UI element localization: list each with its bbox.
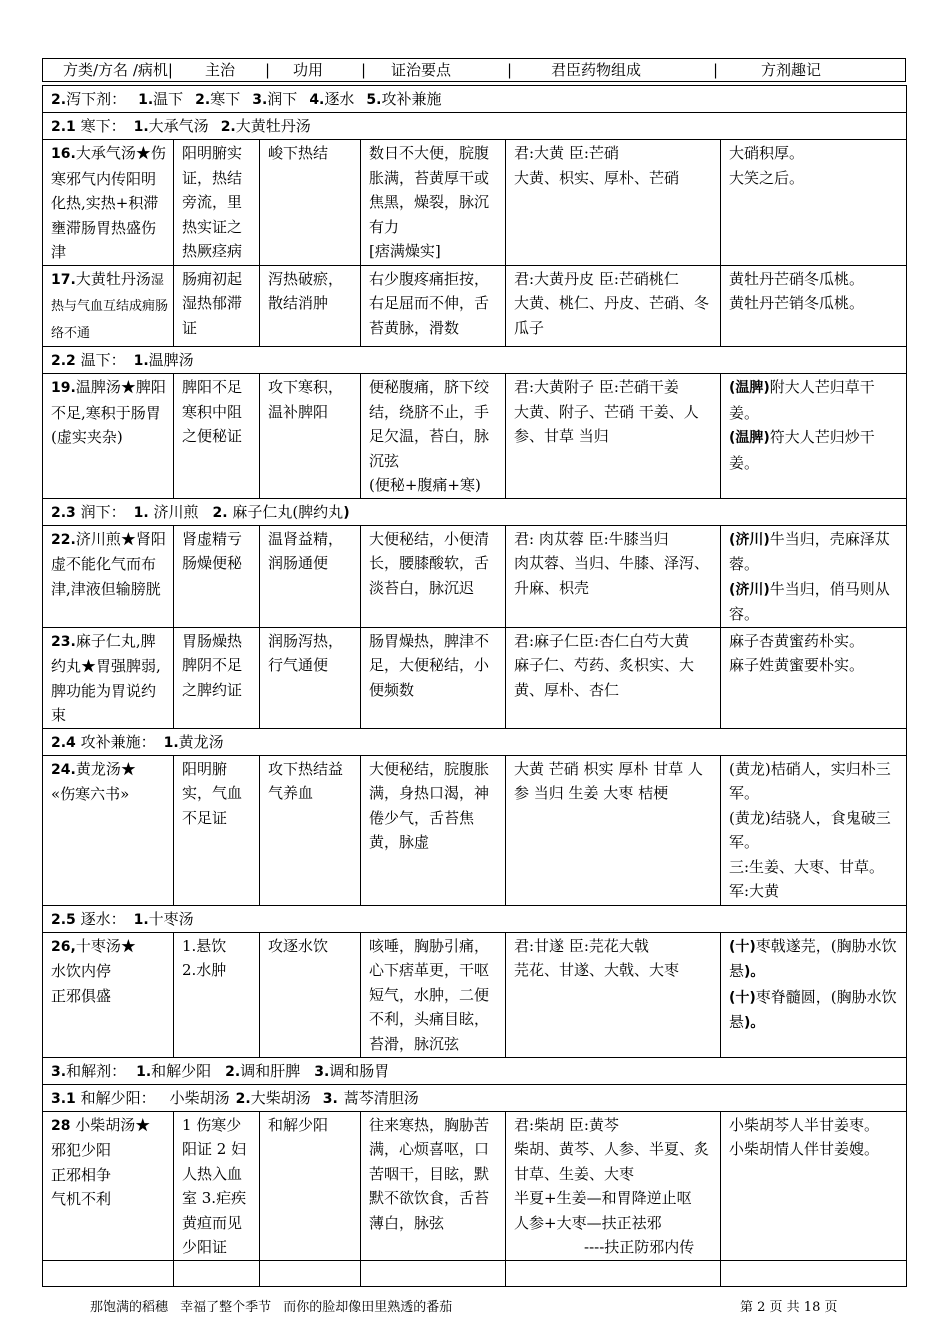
- cell-name: 22.济川煎★肾阳虚不能化气而布津,津液但输膀胱: [43, 525, 174, 627]
- cell-indication: 肾虚精亏肠燥便秘: [174, 525, 260, 627]
- cell-mnemonic: (温脾)附大人芒归草干姜。 (温脾)符大人芒归炒干姜。: [721, 374, 907, 499]
- section-2-3: 2.3 润下： 1. 济川煎 2. 麻子仁丸(脾约丸): [43, 498, 907, 525]
- cell-formula: 君:大黄丹皮 臣:芒硝桃仁 大黄、桃仁、丹皮、芒硝、冬瓜子: [506, 265, 721, 347]
- cell-key-points: 往来寒热，胸胁苦满，心烦喜呕，口苦咽干，目眩，默默不欲饮食，舌苔薄白，脉弦: [361, 1111, 506, 1260]
- cell-key-points: 大便秘结，脘腹胀满，身热口渴，神倦少气，舌苔焦黄，脉虚: [361, 755, 506, 905]
- header-sep: |: [507, 61, 513, 79]
- header-col-key-points: 证治要点: [391, 61, 452, 79]
- table-header: [42, 58, 906, 82]
- cell-function: 攻下热结益气养血: [260, 755, 361, 905]
- cell-indication: 阳明腑实，气血不足证: [174, 755, 260, 905]
- cell-indication: 阳明腑实证，热结旁流，里热实证之热厥痉病: [174, 140, 260, 266]
- cell-formula: 君: 肉苁蓉 臣:牛膝当归 肉苁蓉、当归、牛膝、泽泻、升麻、枳壳: [506, 525, 721, 627]
- table-row: [43, 627, 907, 728]
- table-row: [43, 932, 907, 1057]
- cell-indication: 胃肠燥热脾阴不足之脾约证: [174, 627, 260, 728]
- section-row: [43, 347, 907, 374]
- header-col-formula: 君臣药物组成: [551, 61, 642, 79]
- cell-formula: 君:大黄附子 臣:芒硝干姜 大黄、附子、芒硝 干姜、人参、甘草 当归: [506, 374, 721, 499]
- cell-key-points: 数日不大便，脘腹胀满，苔黄厚干或焦黑，燥裂，脉沉有力 [痞满燥实]: [361, 140, 506, 266]
- section-2-4: 2.4 攻补兼施： 1.黄龙汤: [43, 728, 907, 755]
- cell-function: 温肾益精，润肠通便: [260, 525, 361, 627]
- cell-mnemonic: 麻子杏黄蜜药朴实。 麻子姓黄蜜要朴实。: [721, 627, 907, 728]
- cell-mnemonic: (济川)牛当归，壳麻泽苁蓉。 (济川)牛当归，俏马则从容。: [721, 525, 907, 627]
- cell-indication: 肠痈初起湿热郁滞证: [174, 265, 260, 347]
- cell-indication: 脾阳不足寒积中阻之便秘证: [174, 374, 260, 499]
- section-row: [43, 728, 907, 755]
- section-2-5: 2.5 逐水： 1.十枣汤: [43, 905, 907, 932]
- footer-text: 那饱满的稻穗 幸福了整个季节 而你的脸却像田里熟透的番茄: [90, 1300, 453, 1315]
- cell-formula: 君:甘遂 臣:芫花大戟 芫花、甘遂、大戟、大枣: [506, 932, 721, 1057]
- table-row: [43, 374, 907, 499]
- cell-key-points: 便秘腹痛，脐下绞结，绕脐不止，手足欠温，苔白，脉沉弦 (便秘+腹痛+寒): [361, 374, 506, 499]
- cell-name: 26,十枣汤★ 水饮内停 正邪俱盛: [43, 932, 174, 1057]
- table-row: [43, 525, 907, 627]
- cell-name: 17.大黄牡丹汤湿热与气血互结成痈肠络不通: [43, 265, 174, 347]
- cell-key-points: 肠胃燥热，脾津不足，大便秘结，小便频数: [361, 627, 506, 728]
- section-row: [43, 498, 907, 525]
- cell-formula: 大黄 芒硝 枳实 厚朴 甘草 人参 当归 生姜 大枣 桔梗: [506, 755, 721, 905]
- header-sep: |: [361, 61, 367, 79]
- cell-function: 润肠泻热，行气通便: [260, 627, 361, 728]
- section-row: [43, 86, 907, 113]
- table-row: [43, 140, 907, 266]
- cell-key-points: 咳唾，胸胁引痛，心下痞革更，干呕短气，水肿，二便不利，头痛目眩，苔滑，脉沉弦: [361, 932, 506, 1057]
- section-3: 3.和解剂： 1.和解少阳 2.调和肝脾 3.调和肠胃: [43, 1057, 907, 1084]
- cell-function: 攻逐水饮: [260, 932, 361, 1057]
- cell-mnemonic: 大硝积厚。 大笑之后。: [721, 140, 907, 266]
- table-row: [43, 265, 907, 347]
- cell-mnemonic: (十)枣戟遂芫，(胸胁水饮悬)。 (十)枣脊髓圆，(胸胁水饮悬)。: [721, 932, 907, 1057]
- cell-name: 23.麻子仁丸,脾约丸★胃强脾弱,脾功能为胃说约束: [43, 627, 174, 728]
- section-row: [43, 113, 907, 140]
- cell-function: 峻下热结: [260, 140, 361, 266]
- cell-name: 19.温脾汤★脾阳不足,寒积于肠胃 (虚实夹杂): [43, 374, 174, 499]
- section-row: [43, 1057, 907, 1084]
- cell-function: 泻热破瘀，散结消肿: [260, 265, 361, 347]
- cell-function: 攻下寒积，温补脾阳: [260, 374, 361, 499]
- table-row-empty: [43, 1260, 907, 1286]
- section-3-1: 3.1 和解少阳： 小柴胡汤 2.大柴胡汤 3. 蒿芩清胆汤: [43, 1084, 907, 1111]
- cell-mnemonic: 小柴胡芩人半甘姜枣。 小柴胡情人伴甘姜嫂。: [721, 1111, 907, 1260]
- header-col-category: 方类/方名 /病机|: [63, 61, 173, 79]
- section-2-2: 2.2 温下： 1.温脾汤: [43, 347, 907, 374]
- page-number: 第 2 页 共 18 页: [740, 1300, 838, 1315]
- header-col-mnemonic: 方剂趣记: [761, 61, 822, 79]
- cell-mnemonic: 黄牡丹芒硝冬瓜桃。 黄牡丹芒销冬瓜桃。: [721, 265, 907, 347]
- cell-formula: 君:大黄 臣:芒硝 大黄、枳实、厚朴、芒硝: [506, 140, 721, 266]
- formula-table: [42, 85, 907, 1287]
- cell-formula: 君:麻子仁臣:杏仁白芍大黄 麻子仁、芍药、炙枳实、大黄、厚朴、杏仁: [506, 627, 721, 728]
- table-row: [43, 1111, 907, 1260]
- cell-formula: 君:柴胡 臣:黄芩 柴胡、黄芩、人参、半夏、炙甘草、生姜、大枣 半夏+生姜—和胃降逆止呕 人参+大枣—扶正祛邪 ----扶正防邪内传: [506, 1111, 721, 1260]
- section-2-1: 2.1 寒下： 1.大承气汤 2.大黄牡丹汤: [43, 113, 907, 140]
- section-row: [43, 905, 907, 932]
- header-col-indication: 主治: [205, 61, 236, 79]
- cell-function: 和解少阳: [260, 1111, 361, 1260]
- cell-indication: 1.悬饮 2.水肿: [174, 932, 260, 1057]
- cell-key-points: 右少腹疼痛拒按，右足屈而不伸，舌苔黄脉，滑数: [361, 265, 506, 347]
- cell-key-points: 大便秘结，小便清长，腰膝酸软，舌淡苔白，脉沉迟: [361, 525, 506, 627]
- header-sep: |: [265, 61, 271, 79]
- cell-mnemonic: (黄龙)桔硝人，实归朴三军。 (黄龙)结骁人，食鬼破三军。 三:生姜、大枣、甘草。 军:大黄: [721, 755, 907, 905]
- table-row: [43, 755, 907, 905]
- cell-indication: 1 伤寒少阳证 2 妇人热入血室 3.疟疾黄疸而见少阳证: [174, 1111, 260, 1260]
- cell-name: 28 小柴胡汤★ 邪犯少阳 正邪相争 气机不利: [43, 1111, 174, 1260]
- cell-name: 16.大承气汤★伤寒邪气内传阳明化热,实热+积滞壅滞肠胃热盛伤津: [43, 140, 174, 266]
- section-2: 2.泻下剂： 1.温下 2.寒下 3.润下 4.逐水 5.攻补兼施: [43, 86, 907, 113]
- header-col-function: 功用: [293, 61, 324, 79]
- cell-name: 24.黄龙汤★ «伤寒六书»: [43, 755, 174, 905]
- header-sep: |: [713, 61, 719, 79]
- section-row: [43, 1084, 907, 1111]
